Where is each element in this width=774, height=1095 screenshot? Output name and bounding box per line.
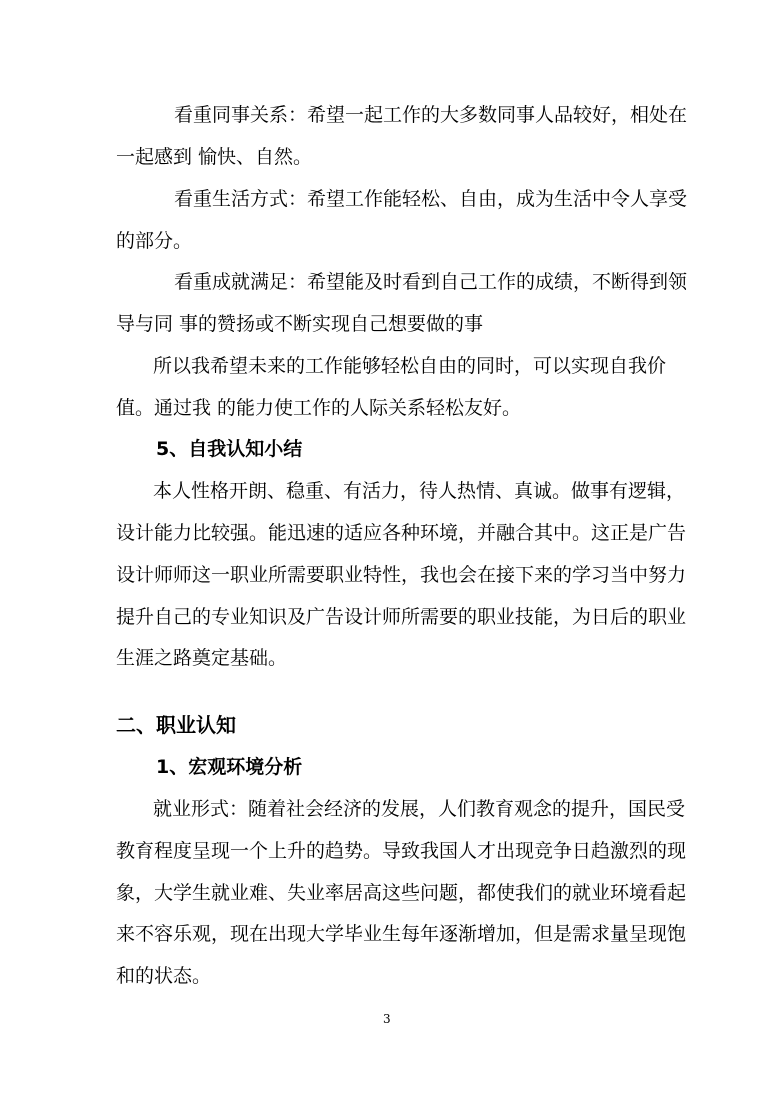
text-line: 看重生活方式：希望工作能轻松、自由，成为生活中令人享受 — [174, 188, 688, 210]
text-line: 设计能力比较强。能迅速的适应各种环境，并融合其中。这正是广告 — [116, 522, 687, 544]
text-line: 教育程度呈现一个上升的趋势。导致我国人才出现竞争日趋激烈的现 — [116, 840, 687, 862]
text-line: 生涯之路奠定基础。 — [116, 647, 288, 669]
text-line: 本人性格开朗、稳重、有活力，待人热情、真诚。做事有逻辑， — [153, 480, 686, 502]
text-line: 和的状态。 — [116, 965, 212, 987]
text-line: 所以我希望未来的工作能够轻松自由的同时，可以实现自我价 — [153, 355, 667, 377]
text-line: 的部分。 — [116, 230, 193, 252]
text-line: 值。通过我 的能力使工作的人际关系轻松友好。 — [116, 397, 522, 419]
text-line: 一起感到 愉快、自然。 — [116, 146, 313, 168]
section-heading: 1、宏观环境分析 — [156, 756, 303, 778]
page-number: 3 — [383, 1012, 391, 1026]
text-line: 提升自己的专业知识及广告设计师所需要的职业技能，为日后的职业 — [116, 606, 687, 628]
text-line: 导与同 事的赞扬或不断实现自己想要做的事 — [116, 313, 484, 335]
chapter-heading: 二、职业认知 — [116, 713, 236, 737]
text-line: 来不容乐观，现在出现大学毕业生每年逐渐增加，但是需求量呈现饱 — [116, 923, 687, 945]
text-line: 象，大学生就业难、失业率居高这些问题，都使我们的就业环境看起 — [116, 882, 687, 904]
text-line: 看重同事关系：希望一起工作的大多数同事人品较好，相处在 — [174, 104, 688, 126]
text-line: 设计师师这一职业所需要职业特性，我也会在接下来的学习当中努力 — [116, 564, 687, 586]
text-line: 看重成就满足：希望能及时看到自己工作的成绩，不断得到领 — [174, 271, 688, 293]
section-heading: 5、自我认知小结 — [156, 438, 303, 460]
text-line: 就业形式：随着社会经济的发展，人们教育观念的提升，国民受 — [153, 798, 686, 820]
